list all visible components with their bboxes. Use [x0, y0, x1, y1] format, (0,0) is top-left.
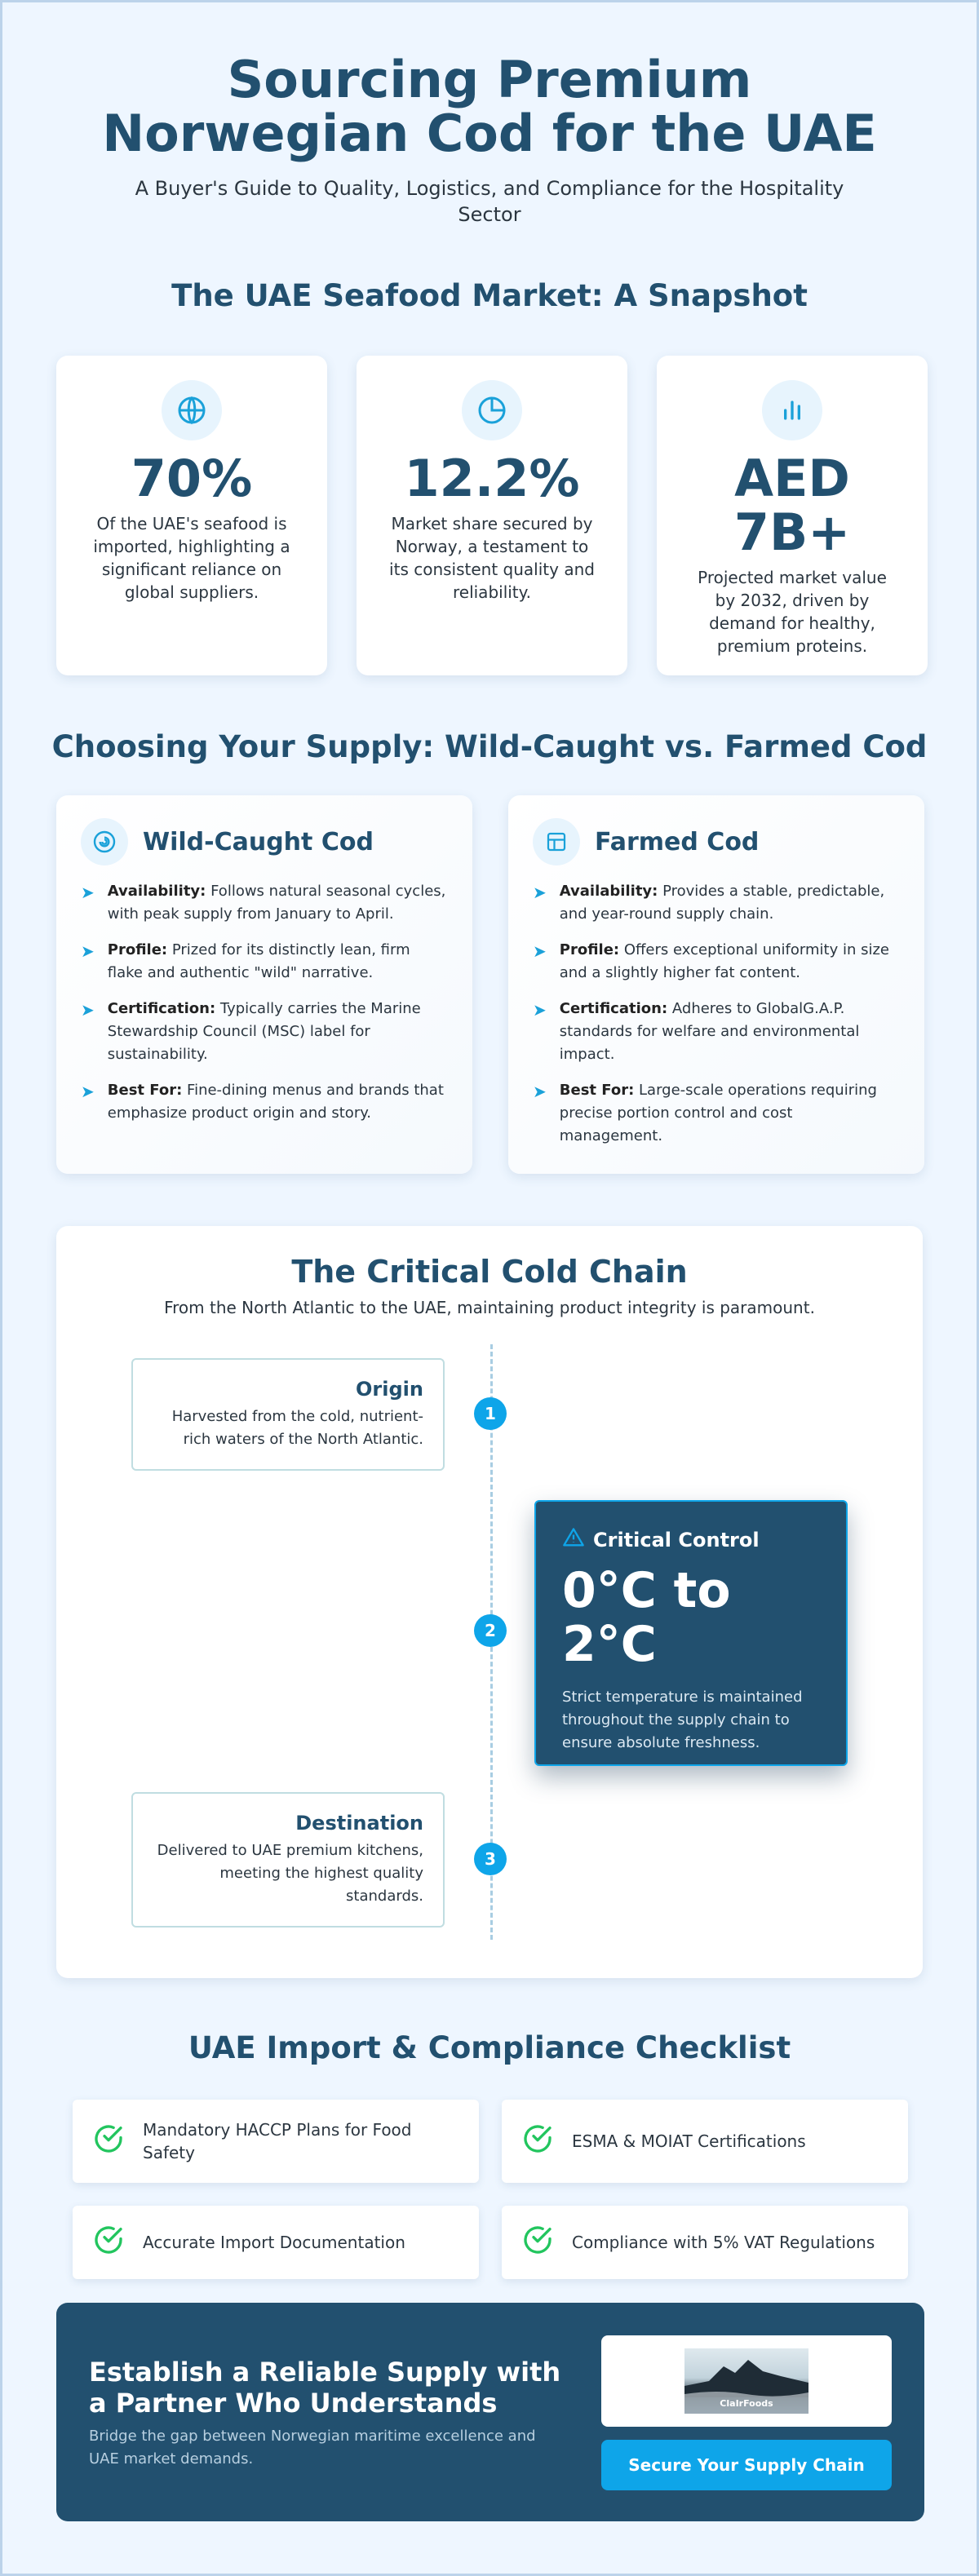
item-text: Large-scale operations requiring precise portion control and cost management.: [559, 1082, 877, 1144]
list-item: [81, 939, 448, 985]
bar-chart-icon: [762, 380, 822, 440]
stat-value: 70%: [131, 449, 253, 508]
item-text: Typically carries the Marine Stewardship Council (MSC) label for sustainability.: [107, 1000, 421, 1063]
item-label: Availability:: [107, 883, 206, 900]
step-text: Harvested from the cold, nutrient-rich waters of the North Atlantic.: [171, 1408, 423, 1448]
cold-chain-subtitle: From the North Atlantic to the UAE, maintaining product integrity is paramount.: [164, 1298, 815, 1317]
checklist-text: Compliance with 5% VAT Regulations: [572, 2233, 875, 2252]
arrow-icon: ➤: [81, 941, 95, 961]
list-item: [81, 998, 448, 1066]
market-section-title: The UAE Seafood Market: A Snapshot: [171, 278, 808, 313]
list-item: [533, 880, 900, 926]
card-title: Farmed Cod: [595, 827, 760, 856]
step-number-1: 1: [474, 1397, 507, 1430]
item-text: Offers exceptional uniformity in size and a slightly higher fat content.: [559, 941, 889, 981]
item-text: Adheres to GlobalG.A.P. standards for welfare and environmental impact.: [559, 1000, 860, 1063]
stat-value: AED 7B+: [733, 449, 851, 562]
card-title: Wild-Caught Cod: [143, 827, 374, 856]
pie-chart-icon: [462, 380, 522, 440]
layout-icon: [533, 818, 580, 865]
checklist-item: [73, 2100, 479, 2183]
page-subtitle: A Buyer's Guide to Quality, Logistics, and Compliance for the Hospitality Sector: [135, 177, 844, 226]
critical-header: [562, 1526, 820, 1554]
checklist-text: ESMA & MOIAT Certifications: [572, 2131, 806, 2151]
item-label: Availability:: [559, 883, 658, 900]
card-header: [533, 818, 900, 865]
wild-caught-card: [56, 795, 472, 1174]
arrow-icon: ➤: [533, 883, 547, 902]
spiral-icon: [81, 818, 128, 865]
origin-step: [131, 1358, 445, 1471]
checklist-text: Accurate Import Documentation: [143, 2233, 405, 2252]
list-item: [533, 1079, 900, 1148]
cta-title: Establish a Reliable Supply with a Partner Who Understands: [89, 2357, 561, 2419]
cold-chain-title: The Critical Cold Chain: [291, 1254, 688, 1290]
list-item: [81, 880, 448, 926]
arrow-icon: ➤: [81, 1082, 95, 1101]
page-title: Sourcing Premium Norwegian Cod for the UAE: [102, 50, 877, 163]
partner-logo: [684, 2348, 808, 2414]
item-text: Follows natural seasonal cycles, with peak supply from January to April.: [107, 883, 446, 923]
destination-step: [131, 1792, 445, 1928]
cta-text: Bridge the gap between Norwegian maritime excellence and UAE market demands.: [89, 2428, 536, 2468]
cold-chain-section: [56, 1226, 923, 1978]
partner-logo-text: ClaIrFoods: [720, 2398, 773, 2409]
item-text: Fine-dining menus and brands that emphasize product origin and story.: [107, 1082, 444, 1122]
hero: [2, 2, 977, 228]
partner-logo-box: [601, 2335, 892, 2427]
step-text: Delivered to UAE premium kitchens, meeting the highest quality standards.: [157, 1842, 423, 1905]
step-number-2: 2: [474, 1614, 507, 1647]
supply-comparison: [56, 795, 977, 1174]
checklist-title: UAE Import & Compliance Checklist: [188, 2030, 791, 2065]
list-item: [533, 998, 900, 1066]
checklist-item: [73, 2206, 479, 2279]
secure-supply-chain-button[interactable]: Secure Your Supply Chain: [601, 2440, 892, 2490]
critical-control-box: [534, 1500, 848, 1766]
arrow-icon: ➤: [533, 1000, 547, 1020]
farmed-list: [533, 880, 900, 1148]
stat-card-norway-share: [357, 356, 627, 675]
checklist: [73, 2100, 977, 2279]
arrow-icon: ➤: [533, 941, 547, 961]
stat-description: Of the UAE's seafood is imported, highlighting a significant reliance on global suppliers.: [93, 514, 290, 602]
stat-card-imports: [56, 356, 327, 675]
globe-icon: [162, 380, 222, 440]
warning-icon: [562, 1526, 585, 1554]
stat-card-market-value: [657, 356, 928, 675]
item-text: Provides a stable, predictable, and year-round supply chain.: [559, 883, 885, 923]
checklist-text: Mandatory HACCP Plans for Food Safety: [143, 2120, 412, 2162]
check-circle-icon: [92, 2122, 125, 2161]
market-stats: [56, 356, 977, 675]
step-title: Destination: [295, 1812, 423, 1835]
checklist-item: [502, 2206, 908, 2279]
check-circle-icon: [521, 2224, 554, 2262]
stat-description: Market share secured by Norway, a testament to its consistent quality and reliability.: [389, 514, 595, 602]
item-label: Best For:: [559, 1082, 635, 1099]
stat-value: 12.2%: [404, 449, 580, 508]
critical-title: Critical Control: [593, 1529, 760, 1551]
checklist-item: [502, 2100, 908, 2183]
card-header: [81, 818, 448, 865]
item-label: Certification:: [559, 1000, 668, 1017]
item-label: Profile:: [559, 941, 620, 958]
wild-caught-list: [81, 880, 448, 1125]
list-item: [533, 939, 900, 985]
arrow-icon: ➤: [81, 883, 95, 902]
item-text: Prized for its distinctly lean, firm flake and authentic "wild" narrative.: [107, 941, 410, 981]
check-circle-icon: [92, 2224, 125, 2262]
arrow-icon: ➤: [81, 1000, 95, 1020]
farmed-card: [508, 795, 924, 1174]
critical-text: Strict temperature is maintained throughout the supply chain to ensure absolute freshness.: [562, 1689, 803, 1751]
arrow-icon: ➤: [533, 1082, 547, 1101]
supply-section-title: Choosing Your Supply: Wild-Caught vs. Farmed Cod: [51, 729, 928, 764]
step-number-3: 3: [474, 1843, 507, 1875]
step-title: Origin: [356, 1378, 423, 1401]
item-label: Best For:: [107, 1082, 183, 1099]
list-item: [81, 1079, 448, 1125]
item-label: Profile:: [107, 941, 168, 958]
check-circle-icon: [521, 2122, 554, 2161]
cta-banner: [56, 2303, 924, 2521]
stat-description: Projected market value by 2032, driven by demand for healthy, premium proteins.: [698, 568, 887, 656]
temperature-range: 0°C to 2°C: [562, 1562, 731, 1673]
item-label: Certification:: [107, 1000, 216, 1017]
